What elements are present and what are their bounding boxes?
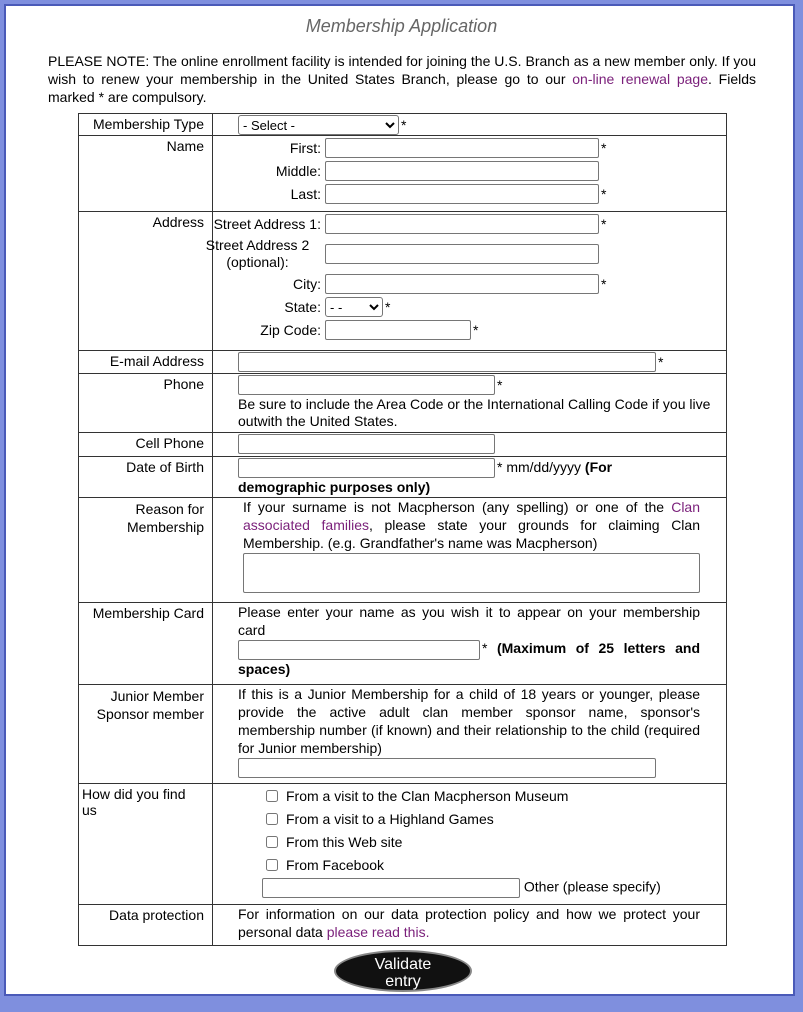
- phone-hint: Be sure to include the Area Code or the International Calling Code if you live outwith the United States.: [238, 396, 711, 429]
- required-mark: *: [482, 640, 488, 657]
- validate-label-line1: Validate: [374, 956, 432, 973]
- data-protection-text-start: For information on our data protection policy and how we protect your personal data: [238, 906, 700, 941]
- associated-families-link[interactable]: Clan associated families: [243, 499, 700, 534]
- first-name-input[interactable]: [325, 138, 599, 158]
- street2-label: Street Address 2 (optional):: [205, 237, 310, 270]
- facebook-checkbox[interactable]: [266, 859, 278, 871]
- last-name-label: Last:: [290, 185, 321, 202]
- validate-entry-button[interactable]: [334, 950, 472, 992]
- junior-sponsor-input[interactable]: [238, 758, 656, 778]
- email-label: E-mail Address: [79, 351, 213, 374]
- middle-name-label: Middle:: [275, 162, 321, 179]
- required-mark: *: [601, 276, 607, 292]
- dob-input[interactable]: [238, 458, 495, 478]
- dob-note: (For demographic purposes only): [238, 459, 613, 496]
- city-input[interactable]: [325, 274, 599, 294]
- renewal-link[interactable]: on-line renewal page: [572, 71, 708, 87]
- intro-note: [48, 52, 756, 106]
- data-protection-text: [238, 905, 700, 941]
- junior-text: If this is a Junior Membership for a child of 18 years or younger, please provide the active adult clan member sponsor name, sponsor's membership number (if known) and their relationship to the child (required for Junior membership): [238, 686, 700, 757]
- required-mark: *: [601, 216, 607, 232]
- street1-input[interactable]: [325, 214, 599, 234]
- data-protection-label: Data protection: [79, 905, 213, 946]
- zip-input[interactable]: [325, 320, 471, 340]
- reason-text-end: , please state your grounds for claiming Clan Membership. (e.g. Grandfather's name was Macpherson): [243, 517, 700, 552]
- state-select[interactable]: [325, 297, 383, 317]
- website-option-label: From this Web site: [286, 833, 403, 850]
- note-text-end: . Fields marked * are compulsory.: [48, 71, 756, 105]
- website-checkbox[interactable]: [266, 836, 278, 848]
- card-name-input[interactable]: [238, 640, 480, 660]
- facebook-option-label: From Facebook: [286, 856, 385, 873]
- other-source-label: Other (please specify): [523, 879, 661, 895]
- first-name-label: First:: [289, 139, 321, 156]
- reason-label: Reason for Membership: [79, 498, 213, 603]
- required-mark: *: [497, 376, 503, 393]
- card-note: (Maximum of 25 letters and spaces): [238, 640, 700, 677]
- find-us-label: How did you find us: [79, 784, 213, 905]
- required-mark: *: [601, 186, 607, 202]
- data-protection-link[interactable]: please read this.: [326, 924, 430, 941]
- page-title: Membership Application: [305, 16, 498, 36]
- required-mark: *: [473, 322, 479, 338]
- street2-input[interactable]: [325, 244, 599, 264]
- required-mark: *: [401, 116, 407, 133]
- museum-option-label: From a visit to the Clan Macpherson Museum: [286, 787, 569, 804]
- required-mark: *: [658, 353, 664, 370]
- museum-checkbox[interactable]: [266, 790, 278, 802]
- reason-text-start: If your surname is not Macpherson (any spelling) or one of the: [243, 499, 672, 516]
- reason-text: [243, 498, 700, 552]
- validate-label-line2: entry: [385, 973, 421, 990]
- address-label: Address: [79, 212, 213, 351]
- membership-type-label: Membership Type: [79, 114, 213, 136]
- email-input[interactable]: [238, 352, 656, 372]
- junior-label: Junior Member Sponsor member: [79, 685, 213, 784]
- membership-type-select[interactable]: [238, 115, 399, 135]
- phone-input[interactable]: [238, 375, 495, 395]
- reason-textarea[interactable]: [243, 553, 700, 593]
- highland-games-checkbox[interactable]: [266, 813, 278, 825]
- card-text: Please enter your name as you wish it to appear on your membership card: [238, 604, 700, 639]
- required-mark: *: [601, 140, 607, 156]
- membership-form: [78, 113, 727, 946]
- phone-label: Phone: [79, 374, 213, 433]
- other-source-input[interactable]: [262, 878, 520, 898]
- middle-name-input[interactable]: [325, 161, 599, 181]
- state-label: State:: [284, 298, 321, 315]
- city-label: City:: [293, 275, 321, 292]
- street1-label: Street Address 1:: [213, 215, 321, 232]
- cell-phone-label: Cell Phone: [79, 433, 213, 457]
- card-label: Membership Card: [79, 603, 213, 685]
- zip-label: Zip Code:: [260, 321, 321, 338]
- required-mark: *: [385, 299, 391, 315]
- last-name-input[interactable]: [325, 184, 599, 204]
- dob-format: * mm/dd/yyyy: [497, 459, 582, 475]
- dob-label: Date of Birth: [79, 457, 213, 498]
- highland-games-option-label: From a visit to a Highland Games: [286, 810, 494, 827]
- note-text: PLEASE NOTE: The online enrollment facility is intended for joining the U.S. Branch as a new member only. If you wish to renew your membership in the United States Branch, please go to our: [48, 53, 756, 87]
- name-label: Name: [79, 136, 213, 212]
- cell-phone-input[interactable]: [238, 434, 495, 454]
